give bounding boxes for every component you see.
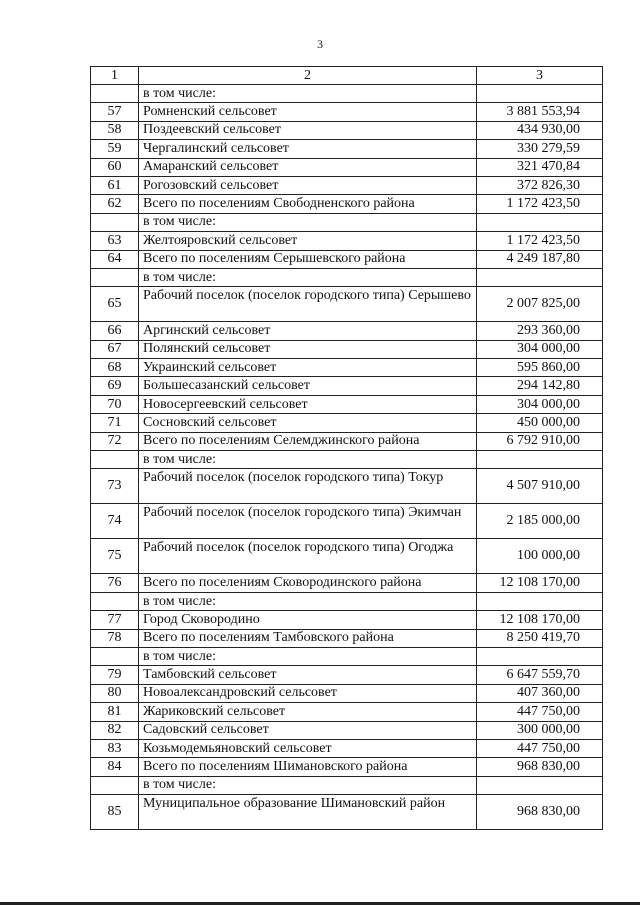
table-row (91, 504, 603, 539)
table-row (91, 795, 603, 830)
table-row (91, 396, 603, 414)
row-amount (477, 269, 603, 286)
header-col-1: 1 (91, 67, 139, 84)
row-amount (477, 214, 603, 231)
row-amount: 321 470,84 (477, 159, 603, 176)
table-row (91, 611, 603, 629)
row-number: 70 (91, 396, 139, 413)
table-row (91, 287, 603, 322)
row-name: в том числе: (139, 269, 477, 286)
row-amount: 447 750,00 (477, 740, 603, 757)
row-amount: 1 172 423,50 (477, 195, 603, 212)
subheader-row (91, 269, 603, 287)
row-name: Чергалинский сельсовет (139, 140, 477, 157)
row-name: Всего по поселениям Тамбовского района (139, 630, 477, 647)
row-name: в том числе: (139, 777, 477, 794)
row-amount: 447 750,00 (477, 703, 603, 720)
row-name: Жариковский сельсовет (139, 703, 477, 720)
row-name: Ромненский сельсовет (139, 103, 477, 120)
row-number: 57 (91, 103, 139, 120)
table-row (91, 414, 603, 432)
row-amount: 6 792 910,00 (477, 433, 603, 450)
row-name: Сосновский сельсовет (139, 414, 477, 431)
table-row (91, 685, 603, 703)
row-amount: 293 360,00 (477, 322, 603, 339)
table-row (91, 122, 603, 140)
table-row (91, 758, 603, 776)
row-amount: 12 108 170,00 (477, 611, 603, 628)
row-name: Всего по поселениям Серышевского района (139, 251, 477, 268)
row-number: 80 (91, 685, 139, 702)
row-amount (477, 85, 603, 102)
row-amount: 407 360,00 (477, 685, 603, 702)
row-number: 73 (91, 469, 139, 503)
row-number: 59 (91, 140, 139, 157)
row-name: в том числе: (139, 593, 477, 610)
subheader-row (91, 777, 603, 795)
row-name: Полянский сельсовет (139, 341, 477, 358)
row-name: Муниципальное образование Шимановский район (139, 795, 477, 829)
row-number (91, 648, 139, 665)
row-number (91, 777, 139, 794)
subheader-row (91, 85, 603, 103)
row-number: 58 (91, 122, 139, 139)
row-amount: 300 000,00 (477, 722, 603, 739)
table-row (91, 740, 603, 758)
row-name: Украинский сельсовет (139, 359, 477, 376)
row-number: 61 (91, 177, 139, 194)
table-row (91, 140, 603, 158)
row-amount: 450 000,00 (477, 414, 603, 431)
row-number: 60 (91, 159, 139, 176)
row-name: Всего по поселениям Шимановского района (139, 758, 477, 775)
row-number: 82 (91, 722, 139, 739)
row-name: Всего по поселениям Сковородинского района (139, 574, 477, 591)
row-number: 72 (91, 433, 139, 450)
row-number: 66 (91, 322, 139, 339)
table-row (91, 322, 603, 340)
row-name: Тамбовский сельсовет (139, 666, 477, 683)
row-amount: 304 000,00 (477, 341, 603, 358)
row-number: 79 (91, 666, 139, 683)
budget-table (90, 66, 603, 830)
row-amount: 3 881 553,94 (477, 103, 603, 120)
row-number: 71 (91, 414, 139, 431)
table-row (91, 722, 603, 740)
row-number: 69 (91, 377, 139, 394)
table-row (91, 359, 603, 377)
row-amount: 12 108 170,00 (477, 574, 603, 591)
page-number: 3 (317, 37, 323, 51)
table-row (91, 574, 603, 592)
row-number: 68 (91, 359, 139, 376)
table-row (91, 433, 603, 451)
row-number: 63 (91, 232, 139, 249)
row-name: Рабочий поселок (поселок городского типа) Серышево (139, 287, 477, 321)
table-row (91, 539, 603, 574)
row-name: Всего по поселениям Селемджинского района (139, 433, 477, 450)
row-name: в том числе: (139, 451, 477, 468)
table-row (91, 159, 603, 177)
row-name: Садовский сельсовет (139, 722, 477, 739)
row-name: Амаранский сельсовет (139, 159, 477, 176)
subheader-row (91, 593, 603, 611)
row-number (91, 593, 139, 610)
row-number: 64 (91, 251, 139, 268)
table-row (91, 703, 603, 721)
table-row (91, 195, 603, 213)
row-amount: 6 647 559,70 (477, 666, 603, 683)
table-row (91, 469, 603, 504)
row-name: Город Сковородино (139, 611, 477, 628)
table-row (91, 232, 603, 250)
table-row (91, 103, 603, 121)
row-amount (477, 777, 603, 794)
row-amount: 968 830,00 (477, 795, 603, 829)
row-number (91, 214, 139, 231)
row-number: 75 (91, 539, 139, 573)
table-row (91, 377, 603, 395)
row-name: в том числе: (139, 648, 477, 665)
row-number: 81 (91, 703, 139, 720)
row-amount: 1 172 423,50 (477, 232, 603, 249)
row-amount: 595 860,00 (477, 359, 603, 376)
row-name: в том числе: (139, 214, 477, 231)
row-number: 78 (91, 630, 139, 647)
row-number: 67 (91, 341, 139, 358)
row-amount (477, 593, 603, 610)
row-name: Аргинский сельсовет (139, 322, 477, 339)
row-number: 74 (91, 504, 139, 538)
row-name: в том числе: (139, 85, 477, 102)
row-amount: 372 826,30 (477, 177, 603, 194)
row-amount: 304 000,00 (477, 396, 603, 413)
row-number: 84 (91, 758, 139, 775)
row-amount: 4 507 910,00 (477, 469, 603, 503)
row-name: Козьмодемьяновский сельсовет (139, 740, 477, 757)
row-amount: 2 007 825,00 (477, 287, 603, 321)
row-amount: 100 000,00 (477, 539, 603, 573)
table-row (91, 177, 603, 195)
row-number: 65 (91, 287, 139, 321)
row-number: 77 (91, 611, 139, 628)
row-name: Новосергеевский сельсовет (139, 396, 477, 413)
row-name: Всего по поселениям Свободненского района (139, 195, 477, 212)
row-amount (477, 451, 603, 468)
subheader-row (91, 648, 603, 666)
table-row (91, 251, 603, 269)
row-amount: 294 142,80 (477, 377, 603, 394)
row-amount: 4 249 187,80 (477, 251, 603, 268)
row-amount: 8 250 419,70 (477, 630, 603, 647)
header-col-2: 2 (139, 67, 477, 84)
table-row (91, 666, 603, 684)
row-amount: 330 279,59 (477, 140, 603, 157)
row-number (91, 269, 139, 286)
row-name: Большесазанский сельсовет (139, 377, 477, 394)
table-row (91, 341, 603, 359)
row-name: Желтояровский сельсовет (139, 232, 477, 249)
row-number: 62 (91, 195, 139, 212)
row-amount (477, 648, 603, 665)
row-name: Рабочий поселок (поселок городского типа) Огоджа (139, 539, 477, 573)
row-number: 83 (91, 740, 139, 757)
row-number: 76 (91, 574, 139, 591)
subheader-row (91, 451, 603, 469)
row-name: Рабочий поселок (поселок городского типа) Токур (139, 469, 477, 503)
row-number: 85 (91, 795, 139, 829)
table-row (91, 630, 603, 648)
row-name: Новоалександровский сельсовет (139, 685, 477, 702)
header-col-3: 3 (477, 67, 603, 84)
subheader-row (91, 214, 603, 232)
row-name: Рогозовский сельсовет (139, 177, 477, 194)
table-header-row (91, 67, 603, 85)
row-amount: 968 830,00 (477, 758, 603, 775)
row-name: Рабочий поселок (поселок городского типа) Экимчан (139, 504, 477, 538)
row-name: Поздеевский сельсовет (139, 122, 477, 139)
row-number (91, 85, 139, 102)
row-amount: 2 185 000,00 (477, 504, 603, 538)
row-amount: 434 930,00 (477, 122, 603, 139)
row-number (91, 451, 139, 468)
